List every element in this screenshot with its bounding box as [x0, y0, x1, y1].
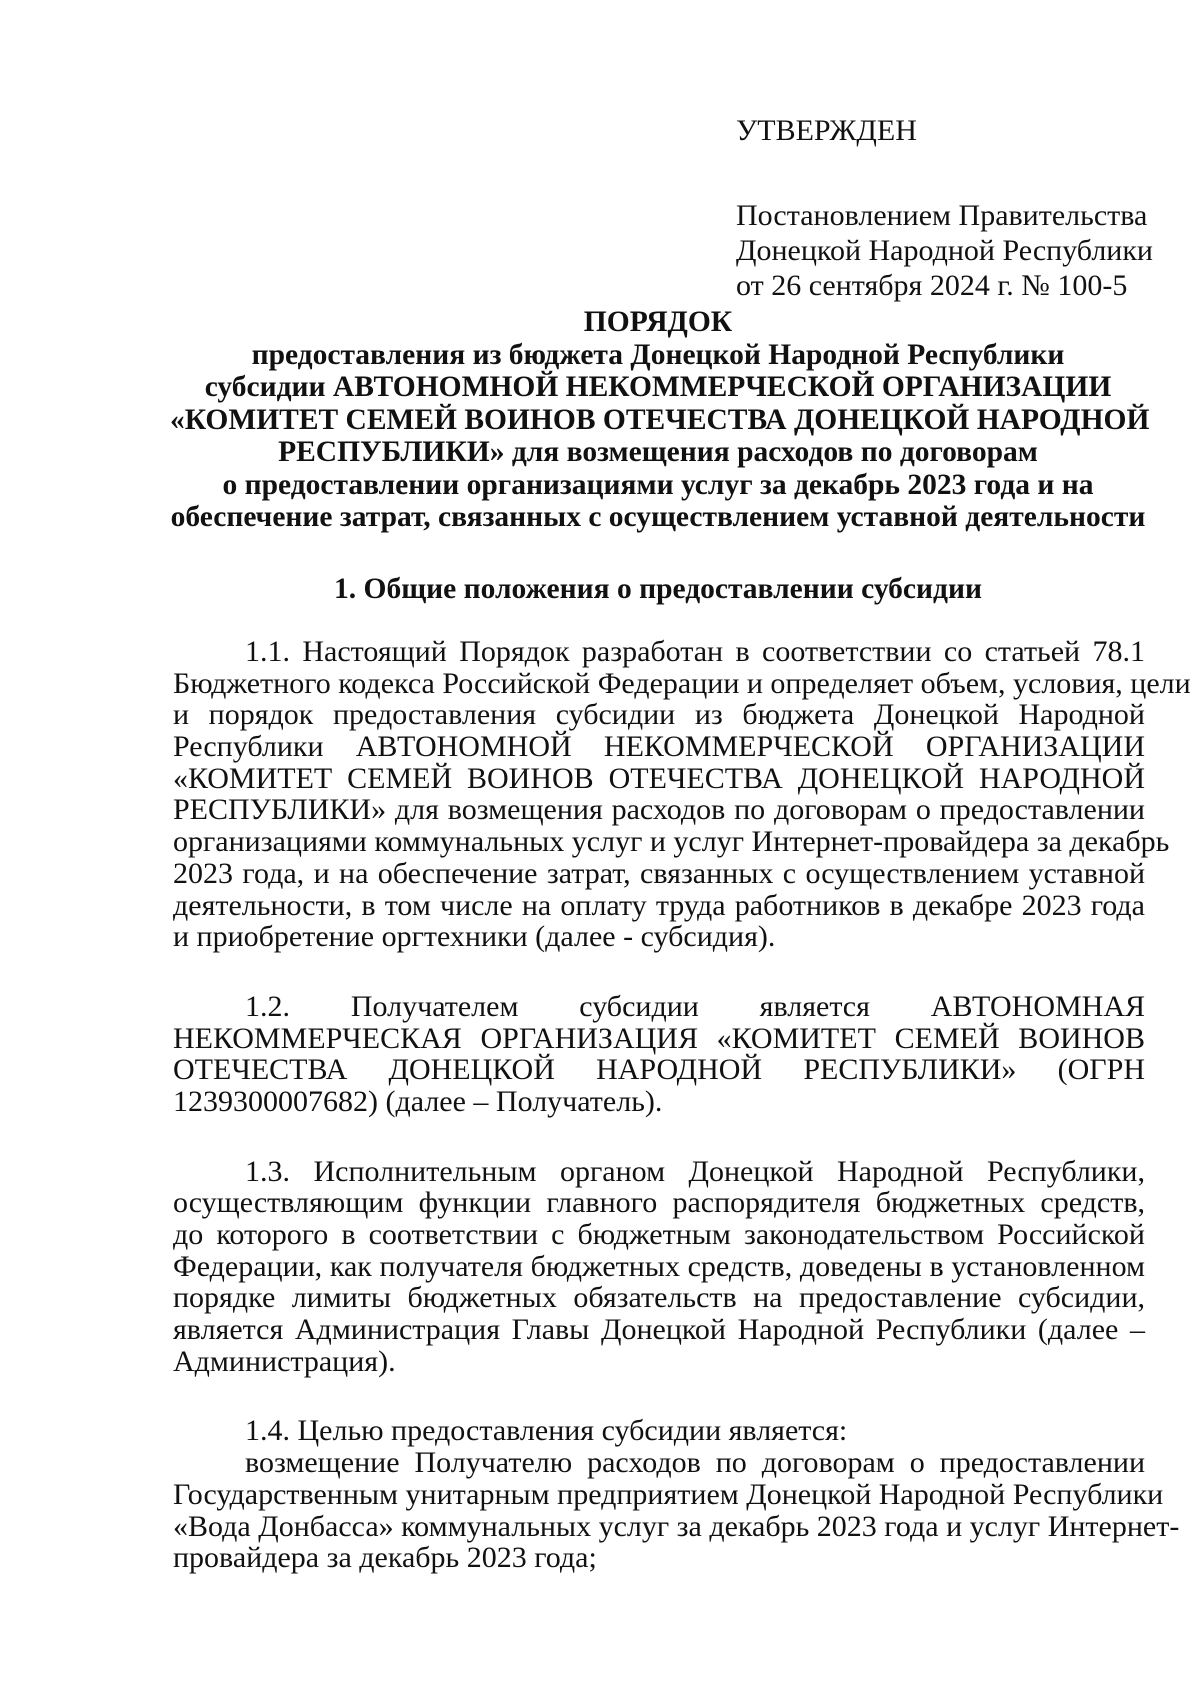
heading-line: субсидии АВТОНОМНОЙ НЕКОММЕРЧЕСКОЙ ОРГАНИЗАЦИИ	[204, 371, 1112, 403]
paragraph-line: РЕСПУБЛИКИ» для возмещения расходов по договорам о предоставлении	[173, 793, 1145, 827]
paragraph-line: НЕКОММЕРЧЕСКАЯ ОРГАНИЗАЦИЯ «КОМИТЕТ СЕМЕЙ ВОИНОВ	[173, 1021, 1145, 1055]
paragraph-line: и порядок предоставления субсидии из бюджета Донецкой Народной	[173, 698, 1145, 732]
paragraph-1-3	[173, 1156, 1145, 1378]
paragraph-line: 1.2. Получателем субсидии является АВТОНОМНАЯ	[245, 989, 1145, 1023]
paragraph-line: Федерации, как получателя бюджетных средств, доведены в установленном	[173, 1249, 1145, 1283]
approval-line: Донецкой Народной Республики	[736, 234, 1153, 267]
heading-line: РЕСПУБЛИКИ» для возмещения расходов по договорам	[278, 436, 1038, 468]
heading-line: обеспечение затрат, связанных с осуществлением уставной деятельности	[170, 501, 1146, 533]
paragraph-1-1	[173, 635, 1191, 954]
paragraph-line: провайдера за декабрь 2023 года;	[173, 1541, 597, 1575]
paragraph-line: 1.3. Исполнительным органом Донецкой Народной Республики,	[245, 1154, 1145, 1188]
paragraph-line: 1239300007682) (далее – Получатель).	[173, 1084, 663, 1118]
approval-line: Постановлением Правительства	[736, 199, 1148, 232]
paragraph-line: Бюджетного кодекса Российской Федерации и определяет объем, условия, цели	[173, 666, 1191, 700]
paragraph-line: «КОМИТЕТ СЕМЕЙ ВОИНОВ ОТЕЧЕСТВА ДОНЕЦКОЙ НАРОДНОЙ	[173, 761, 1145, 795]
heading-line: о предоставлении организациями услуг за декабрь 2023 года и на	[222, 468, 1094, 501]
document-heading	[170, 306, 1150, 534]
paragraph-line: до которого в соответствии с бюджетным законодательством Российской	[173, 1218, 1145, 1251]
approval-status: УТВЕРЖДЕН	[736, 114, 917, 147]
paragraph-line: Республики АВТОНОМНОЙ НЕКОММЕРЧЕСКОЙ ОРГАНИЗАЦИИ	[173, 730, 1145, 764]
paragraph-line: Администрация).	[173, 1344, 396, 1378]
paragraph-line: «Вода Донбасса» коммунальных услуг за декабрь 2023 года и услуг Интернет-	[173, 1509, 1180, 1543]
paragraph-line: порядке лимиты бюджетных обязательств на предоставление субсидии,	[173, 1281, 1145, 1315]
approval-line: от 26 сентября 2024 г. № 100-5	[736, 269, 1128, 302]
paragraph-1-4	[173, 1414, 1180, 1575]
approval-stamp	[736, 113, 1153, 303]
paragraph-line: 1.4. Целью предоставления субсидии является:	[245, 1414, 848, 1448]
document-title: ПОРЯДОК	[583, 306, 733, 338]
paragraph-line: осуществляющим функции главного распорядителя бюджетных средств,	[173, 1186, 1145, 1220]
section-body	[173, 635, 1191, 1575]
section-title: 1. Общие положения о предоставлении субсидии	[334, 573, 982, 605]
paragraph-line: деятельности, в том числе на оплату труда работников в декабре 2023 года	[173, 888, 1145, 922]
paragraph-1-2	[173, 991, 1145, 1118]
paragraph-line: и приобретение оргтехники (далее - субсидия).	[173, 920, 776, 954]
paragraph-line: ОТЕЧЕСТВА ДОНЕЦКОЙ НАРОДНОЙ РЕСПУБЛИКИ» (ОГРН	[173, 1053, 1145, 1087]
paragraph-line: 2023 года, и на обеспечение затрат, связанных с осуществлением уставной	[173, 856, 1145, 890]
heading-line: «КОМИТЕТ СЕМЕЙ ВОИНОВ ОТЕЧЕСТВА ДОНЕЦКОЙ НАРОДНОЙ	[170, 403, 1150, 436]
paragraph-line: Государственным унитарным предприятием Донецкой Народной Республики	[173, 1477, 1164, 1511]
heading-line: предоставления из бюджета Донецкой Народной Республики	[251, 338, 1065, 371]
paragraph-line: организациями коммунальных услуг и услуг Интернет-провайдера за декабрь	[173, 825, 1170, 859]
paragraph-line: 1.1. Настоящий Порядок разработан в соответствии со статьей 78.1	[245, 635, 1145, 668]
paragraph-line: возмещение Получателю расходов по договорам о предоставлении	[245, 1446, 1145, 1480]
paragraph-line: является Администрация Главы Донецкой Народной Республики (далее –	[173, 1313, 1145, 1347]
